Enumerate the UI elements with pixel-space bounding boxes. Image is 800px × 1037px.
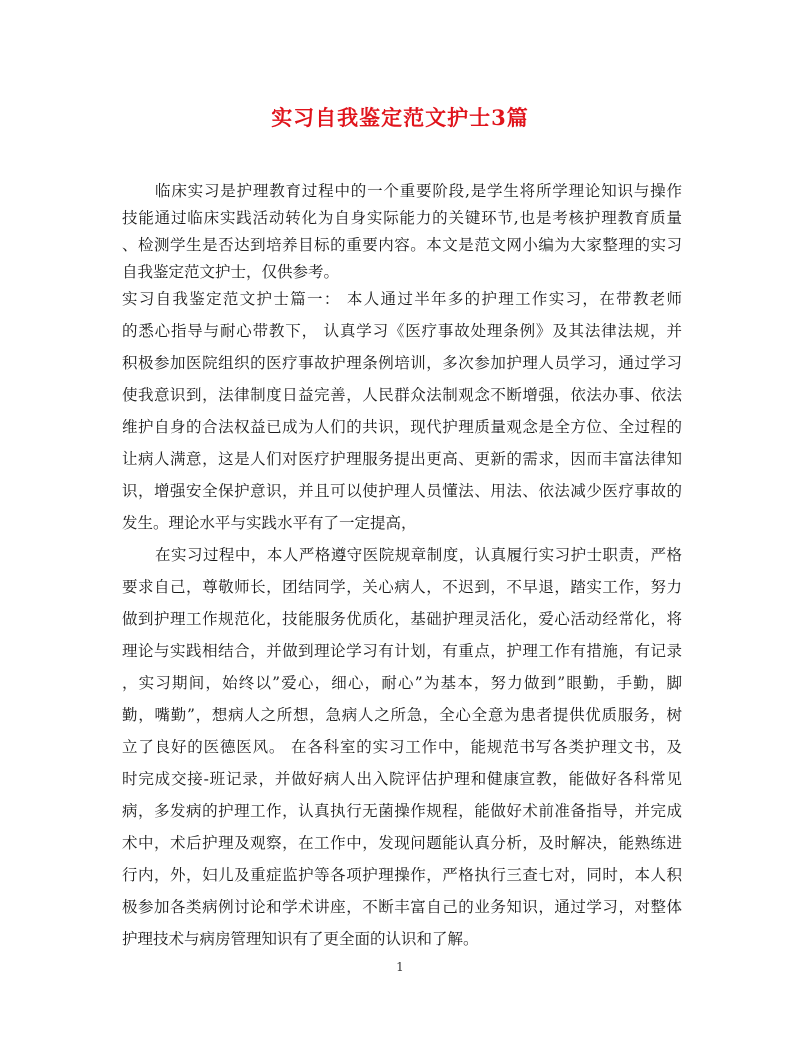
paragraph-line: 在实习过程中，本人严格遵守医院规章制度，认真履行实习护士职责，严格 xyxy=(155,546,682,564)
paragraph-line: 勤，嘴勤”，想病人之所想，急病人之所急，全心全意为患者提供优质服务，树 xyxy=(122,706,682,724)
paragraph-line: 极参加各类病例讨论和学术讲座，不断丰富自己的业务知识，通过学习，对整体 xyxy=(122,898,682,916)
page-number: 1 xyxy=(396,960,404,974)
paragraph-line: 护理技术与病房管理知识有了更全面的认识和了解。 xyxy=(122,930,479,948)
paragraph-line: 自我鉴定范文护士，仅供参考。 xyxy=(122,263,340,281)
document-title: 实习自我鉴定范文护士3篇 xyxy=(271,105,529,130)
paragraph-line: 识，增强安全保护意识，并且可以使护理人员懂法、用法、依法减少医疗事故的 xyxy=(122,482,682,500)
paragraph-line: 、检测学生是否达到培养目标的重要内容。本文是范文网小编为大家整理的实习 xyxy=(122,236,682,254)
paragraph-line: 临床实习是护理教育过程中的一个重要阶段,是学生将所学理论知识与操作 xyxy=(155,182,682,200)
paragraph-line: 立了良好的医德医风。 在各科室的实习工作中，能规范书写各类护理文书，及 xyxy=(122,738,682,756)
paragraph-line: 使我意识到，法律制度日益完善，人民群众法制观念不断增强，依法办事、依法 xyxy=(122,386,682,404)
paragraph-line: 术中，术后护理及观察，在工作中，发现问题能认真分析，及时解决，能熟练进 xyxy=(122,834,682,852)
paragraph-line: 做到护理工作规范化，技能服务优质化，基础护理灵活化，爱心活动经常化，将 xyxy=(122,610,682,628)
paragraph-line: 技能通过临床实践活动转化为自身实际能力的关键环节,也是考核护理教育质量 xyxy=(122,209,682,227)
paragraph-line: 时完成交接-班记录，并做好病人出入院评估护理和健康宣教，能做好各科常见 xyxy=(122,770,682,788)
paragraph-line: 让病人满意，这是人们对医疗护理服务提出更高、更新的需求，因而丰富法律知 xyxy=(122,450,682,468)
paragraph-line: 病，多发病的护理工作，认真执行无菌操作规程，能做好术前准备指导，并完成 xyxy=(122,802,682,820)
paragraph-line: 的悉心指导与耐心带教下， 认真学习《医疗事故处理条例》及其法律法规，并 xyxy=(122,322,682,340)
paragraph-line: ，实习期间，始终以”爱心，细心，耐心”为基本，努力做到”眼勤，手勤，脚 xyxy=(122,674,682,692)
paragraph-line: 要求自己，尊敬师长，团结同学，关心病人，不迟到，不早退，踏实工作，努力 xyxy=(122,578,682,596)
paragraph-line: 维护自身的合法权益已成为人们的共识，现代护理质量观念是全方位、全过程的 xyxy=(122,418,682,436)
paragraph-line: 实习自我鉴定范文护士篇一： 本人通过半年多的护理工作实习，在带教老师 xyxy=(122,290,682,308)
paragraph-line: 积极参加医院组织的医疗事故护理条例培训，多次参加护理人员学习，通过学习 xyxy=(122,354,682,372)
paragraph-line: 理论与实践相结合，并做到理论学习有计划，有重点，护理工作有措施，有记录 xyxy=(122,642,682,660)
paragraph-line: 行内，外，妇儿及重症监护等各项护理操作，严格执行三查七对，同时，本人积 xyxy=(122,866,682,884)
paragraph-line: 发生。理论水平与实践水平有了一定提高， xyxy=(122,514,417,532)
